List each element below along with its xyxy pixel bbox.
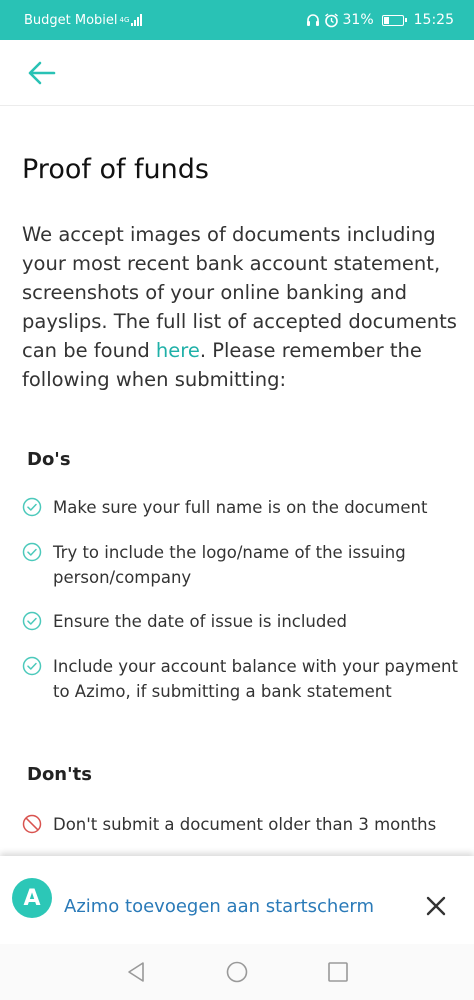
status-right <box>306 12 454 28</box>
nav-back-icon[interactable] <box>125 960 149 984</box>
donts-heading: Don'ts <box>27 764 92 785</box>
dos-heading: Do's <box>27 449 71 470</box>
add-to-home-link[interactable]: Azimo toevoegen aan startscherm <box>64 896 375 917</box>
app-bar <box>0 40 474 106</box>
list-item <box>22 609 462 634</box>
navigation-bar <box>0 944 474 1000</box>
intro-text <box>22 220 458 394</box>
dont-item-text: Don't submit a document older than 3 months <box>53 815 437 834</box>
list-item <box>22 654 462 704</box>
alarm-icon <box>324 13 339 28</box>
network-type: 4G <box>119 16 130 24</box>
forbidden-icon <box>22 814 42 834</box>
add-to-home-banner <box>0 856 474 944</box>
do-item-text: Make sure your full name is on the document <box>53 498 428 517</box>
do-item-text: Try to include the logo/name of the issuing person/company <box>53 543 406 587</box>
list-item <box>22 540 462 590</box>
close-icon[interactable] <box>424 894 448 918</box>
nav-recents-icon[interactable] <box>326 960 350 984</box>
check-circle-icon <box>22 542 42 562</box>
battery-icon <box>382 15 404 26</box>
do-item-text: Ensure the date of issue is included <box>53 612 347 631</box>
headphones-icon <box>306 13 320 27</box>
accepted-documents-link[interactable]: here <box>155 339 200 362</box>
do-item-text: Include your account balance with your payment to Azimo, if submitting a bank statement <box>53 657 458 701</box>
intro-text-end: . Please remember the following when submitting: <box>22 339 422 391</box>
page-title: Proof of funds <box>22 154 209 185</box>
back-arrow-icon[interactable] <box>24 56 58 90</box>
check-circle-icon <box>22 611 42 631</box>
list-item <box>22 495 462 520</box>
check-circle-icon <box>22 656 42 676</box>
clock: 15:25 <box>413 12 454 28</box>
status-left <box>24 13 142 28</box>
signal-icon <box>131 14 142 26</box>
nav-home-icon[interactable] <box>225 960 249 984</box>
carrier-name: Budget Mobiel <box>24 12 118 28</box>
battery-percent: 31% <box>342 12 374 28</box>
list-item <box>22 812 462 837</box>
azimo-logo: A <box>12 878 52 918</box>
check-circle-icon <box>22 497 42 517</box>
intro-text-start: We accept images of documents including your most recent bank account statement, screenshots of your online banking and payslips. The full list of accepted documents can be found <box>22 223 457 362</box>
status-bar <box>0 0 474 40</box>
